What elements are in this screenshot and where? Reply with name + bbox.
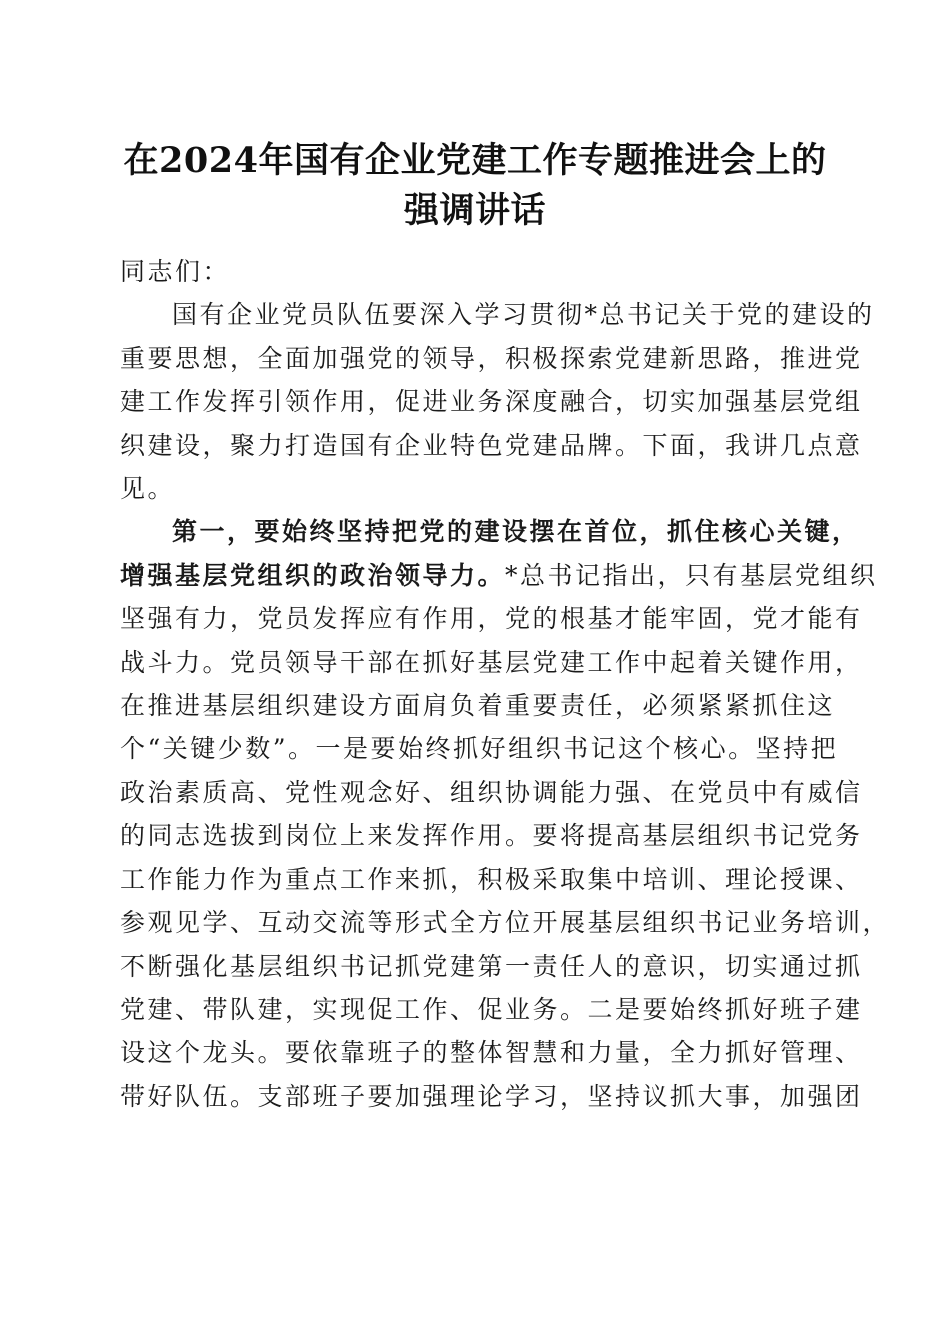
paragraph-intro [120, 293, 875, 510]
section-heading-line-1: 第一，要始终坚持把党的建设摆在首位，抓住核心关键， [172, 517, 860, 547]
paragraph-line: 政治素质高、党性观念好、组织协调能力强、在党员中有威信 [120, 777, 863, 807]
salutation: 同志们： [120, 257, 231, 286]
document-title [100, 136, 850, 236]
paragraph-line-rest: *总书记指出，只有基层党组织 [505, 560, 878, 590]
paragraph-first-point [120, 510, 891, 1118]
paragraph-line: 织建设，聚力打造国有企业特色党建品牌。下面，我讲几点意 [120, 430, 863, 460]
paragraph-line: 战斗力。党员领导干部在抓好基层党建工作中起着关键作用， [120, 647, 863, 677]
paragraph-line: 参观见学、互动交流等形式全方位开展基层组织书记业务培训， [120, 908, 891, 938]
paragraph-line: 见。 [120, 474, 176, 504]
paragraph-line [120, 554, 878, 597]
title-line-2: 强调讲话 [403, 190, 546, 231]
section-heading-line-2: 增强基层党组织的政治领导力。 [120, 560, 506, 590]
paragraph-line: 带好队伍。支部班子要加强理论学习，坚持议抓大事，加强团 [120, 1081, 863, 1111]
paragraph-line: 的同志选拔到岗位上来发挥作用。要将提高基层组织书记党务 [120, 821, 863, 851]
paragraph-line: 党建、带队建，实现促工作、促业务。二是要始终抓好班子建 [120, 994, 863, 1024]
paragraph-line: 个“关键少数”。一是要始终抓好组织书记这个核心。坚持把 [120, 734, 839, 764]
paragraph-line: 坚强有力，党员发挥应有作用，党的根基才能牢固，党才能有 [120, 604, 863, 634]
paragraph-line: 不断强化基层组织书记抓党建第一责任人的意识，切实通过抓 [120, 951, 863, 981]
paragraph-line: 在推进基层组织建设方面肩负着重要责任，必须紧紧抓住这 [120, 691, 836, 721]
paragraph-line: 国有企业党员队伍要深入学习贯彻*总书记关于党的建设的 [172, 300, 875, 330]
title-line-1: 在2024年国有企业党建工作专题推进会上的 [123, 140, 827, 181]
paragraph-line: 设这个龙头。要依靠班子的整体智慧和力量，全力抓好管理、 [120, 1038, 863, 1068]
paragraph-line: 建工作发挥引领作用，促进业务深度融合，切实加强基层党组 [120, 387, 863, 417]
paragraph-line: 工作能力作为重点工作来抓，积极采取集中培训、理论授课、 [120, 864, 863, 894]
document-body [120, 250, 891, 1118]
paragraph-line: 重要思想，全面加强党的领导，积极探索党建新思路，推进党 [120, 343, 863, 373]
